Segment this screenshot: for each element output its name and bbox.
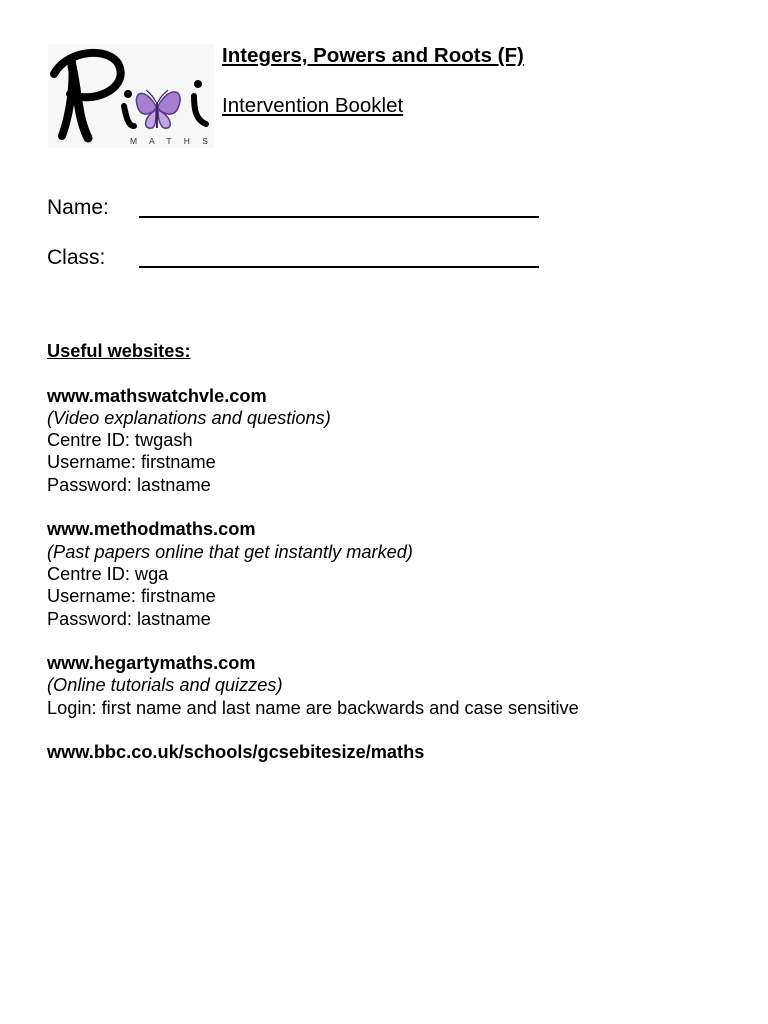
pixi-logo-graphic	[48, 44, 214, 148]
website-entry-hegartymaths	[47, 652, 747, 719]
website-detail: Centre ID: wga	[47, 563, 169, 584]
website-entry-mathswatch	[47, 385, 747, 496]
butterfly-icon	[136, 90, 180, 128]
name-write-line[interactable]	[139, 216, 539, 218]
logo-subtext: M A T H S	[130, 136, 213, 146]
booklet-subtitle: Intervention Booklet	[222, 94, 404, 117]
websites-heading: Useful websites:	[47, 341, 191, 361]
website-url[interactable]: www.methodmaths.com	[47, 519, 256, 540]
website-entry-methodmaths	[47, 518, 747, 629]
website-url[interactable]: www.bbc.co.uk/schools/gcsebitesize/maths	[47, 742, 425, 763]
name-label: Name:	[47, 196, 109, 219]
logo-letter-p	[54, 53, 121, 136]
website-detail: Centre ID: twgash	[47, 430, 193, 451]
website-url[interactable]: www.mathswatchvle.com	[47, 385, 267, 406]
pixi-maths-logo	[48, 44, 214, 148]
class-write-line[interactable]	[139, 266, 539, 268]
website-description: (Video explanations and questions)	[47, 407, 331, 428]
website-description: (Past papers online that get instantly marked)	[47, 541, 413, 562]
website-detail: Login: first name and last name are backwards and case sensitive	[47, 697, 579, 718]
website-detail: Password: lastname	[47, 608, 211, 629]
website-url[interactable]: www.hegartymaths.com	[47, 653, 256, 674]
website-detail: Username: firstname	[47, 586, 216, 607]
booklet-title: Integers, Powers and Roots (F)	[222, 44, 524, 67]
website-description: (Online tutorials and quizzes)	[47, 675, 283, 696]
useful-websites-section	[47, 340, 747, 786]
website-detail: Password: lastname	[47, 474, 211, 495]
website-entry-bbc-bitesize	[47, 741, 747, 763]
class-label: Class:	[47, 246, 106, 269]
website-detail: Username: firstname	[47, 452, 216, 473]
